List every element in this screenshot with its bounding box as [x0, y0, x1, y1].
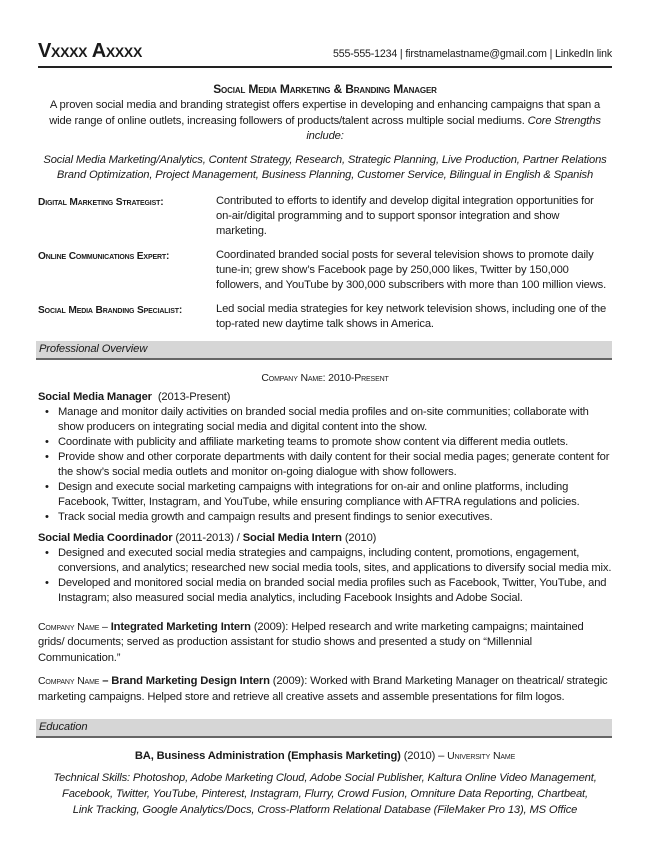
job-title: Social Media Coordinador [38, 531, 173, 544]
technical-skills-line: Facebook, Twitter, YouTube, Pinterest, Instagram, Flurry, Crowd Fusion, Omniture Data Reporting, Chartbeat, [62, 788, 588, 800]
summary-text: A proven social media and branding strategist offers expertise in developing and enhancing campaigns that span a wide range of online outlets, increasing followers of products/talent across multiple social mediums. [49, 99, 601, 127]
technical-skills-line: Link Tracking, Google Analytics/Docs, Cross-Platform Relational Database (FileMaker Pro 13), MS Office [72, 804, 578, 816]
degree: BA, Business Administration (Emphasis Marketing) [134, 750, 401, 762]
summary [38, 98, 612, 145]
bullet: • Coordinate with publicity and affiliate marketing teams to promote show content via different media outlets. [58, 435, 612, 450]
bullet: • Manage and monitor daily activities on branded social media profiles and on-site communities; collaborate with show producers on integrating social media and digital content into the show. [58, 405, 612, 435]
internship-text: (2009): Worked with Brand Marketing Manager on theatrical/ strategic marketing campaigns. Helped store and retrieve all creative assets and assemble presentations for film logos. [38, 675, 608, 703]
technical-skills-line: Technical Skills: Photoshop, Adobe Marketing Cloud, Adobe Social Publisher, Kaltura Online Video Management, [53, 772, 597, 784]
internship-text: (2009): Helped research and write marketing campaigns; maintained grids/ documents; served as production assistant for studio shows and presented a study on “Millennial Communication.” [38, 620, 584, 664]
section-header-overview [36, 341, 612, 360]
skill-row [38, 302, 612, 332]
skill-label: Online Communications Expert: [38, 250, 170, 262]
skill-text: Led social media strategies for key network television shows, including one of the top-rated new daytime talk shows in America. [216, 302, 607, 330]
internship-role: Integrated Marketing Intern [110, 620, 251, 633]
skill-row [38, 248, 612, 293]
section-title: Education [39, 721, 88, 733]
skill-text: Contributed to efforts to identify and develop digital integration opportunities for on-air/digital programming and to support sponsor integration and show marketing. [216, 194, 594, 237]
job-coordinator [38, 531, 612, 606]
school-name: University Name [447, 750, 516, 762]
core-strengths-line: Brand Optimization, Project Management, Business Planning, Customer Service, Bilingual in English & Spanish [56, 169, 594, 181]
skill-label: Social Media Branding Specialist: [38, 304, 183, 316]
summary-tail: Core Strengths include: [306, 114, 601, 142]
job-dates: (2011-2013) / [175, 531, 240, 544]
resume-header [38, 40, 612, 68]
skill-row [38, 194, 612, 239]
job-title: Social Media Manager [38, 390, 152, 403]
skill-text: Coordinated branded social posts for several television shows to promote daily tune-in; grew show’s Facebook page by 250,000 likes, Twitter by 150,000 followers, and YouTube by 300,000 subscribers with more than 100 million views. [216, 248, 607, 291]
company-heading: Company Name: 2010-Present [261, 371, 389, 384]
job-dates: (2013-Present) [157, 390, 231, 403]
core-strengths [38, 153, 612, 184]
skills-list [38, 194, 612, 332]
section-title: Professional Overview [39, 342, 148, 355]
candidate-name: Vxxxx Axxxx [38, 40, 143, 62]
bullet: • Developed and monitored social media on branded social media profiles such as Facebook, Twitter, YouTube, and Instagram; also measured social media analytics, including Facebook Insights and Adobe Social. [58, 576, 612, 606]
internship-company: Company Name [38, 675, 100, 687]
internship [38, 674, 612, 705]
job-bullets [38, 405, 612, 525]
internship-role: – Brand Marketing Design Intern [102, 675, 270, 687]
job-dates-2: (2010) [344, 531, 377, 544]
internship-company: Company Name – [38, 620, 108, 633]
job-title-2: Social Media Intern [242, 531, 342, 544]
bullet: • Provide show and other corporate departments with daily content for their social media pages; generate content for the show’s social media outlets and monitor on-going dialogue with show followers. [58, 450, 612, 480]
contact-info: 555-555-1234 | firstnamelastname@gmail.com | LinkedIn link [332, 48, 612, 60]
bullet: • Track social media growth and campaign results and present findings to senior executives. [58, 510, 612, 525]
job-manager [38, 390, 612, 525]
bullet: • Designed and executed social media strategies and campaigns, including content, promotions, engagement, conversions, and analytics; researched new social media tools, sites, and applications to diversify social media mix. [58, 546, 612, 576]
technical-skills [38, 770, 612, 818]
internship [38, 620, 612, 667]
education-entry [38, 750, 612, 762]
core-strengths-line: Social Media Marketing/Analytics, Content Strategy, Research, Strategic Planning, Live Production, Partner Relations [43, 153, 607, 166]
education-year: (2010) – [403, 750, 445, 762]
resume-title: Social Media Marketing & Branding Manager [213, 82, 437, 96]
skill-label: Digital Marketing Strategist: [38, 196, 164, 208]
job-bullets [38, 546, 612, 606]
section-header-education [36, 719, 612, 738]
bullet: • Design and execute social marketing campaigns with integrations for on-air and online platforms, including Facebook, Twitter, Instagram, and YouTube, while ensuring compliance with AFTRA regulations and policies. [58, 480, 612, 510]
